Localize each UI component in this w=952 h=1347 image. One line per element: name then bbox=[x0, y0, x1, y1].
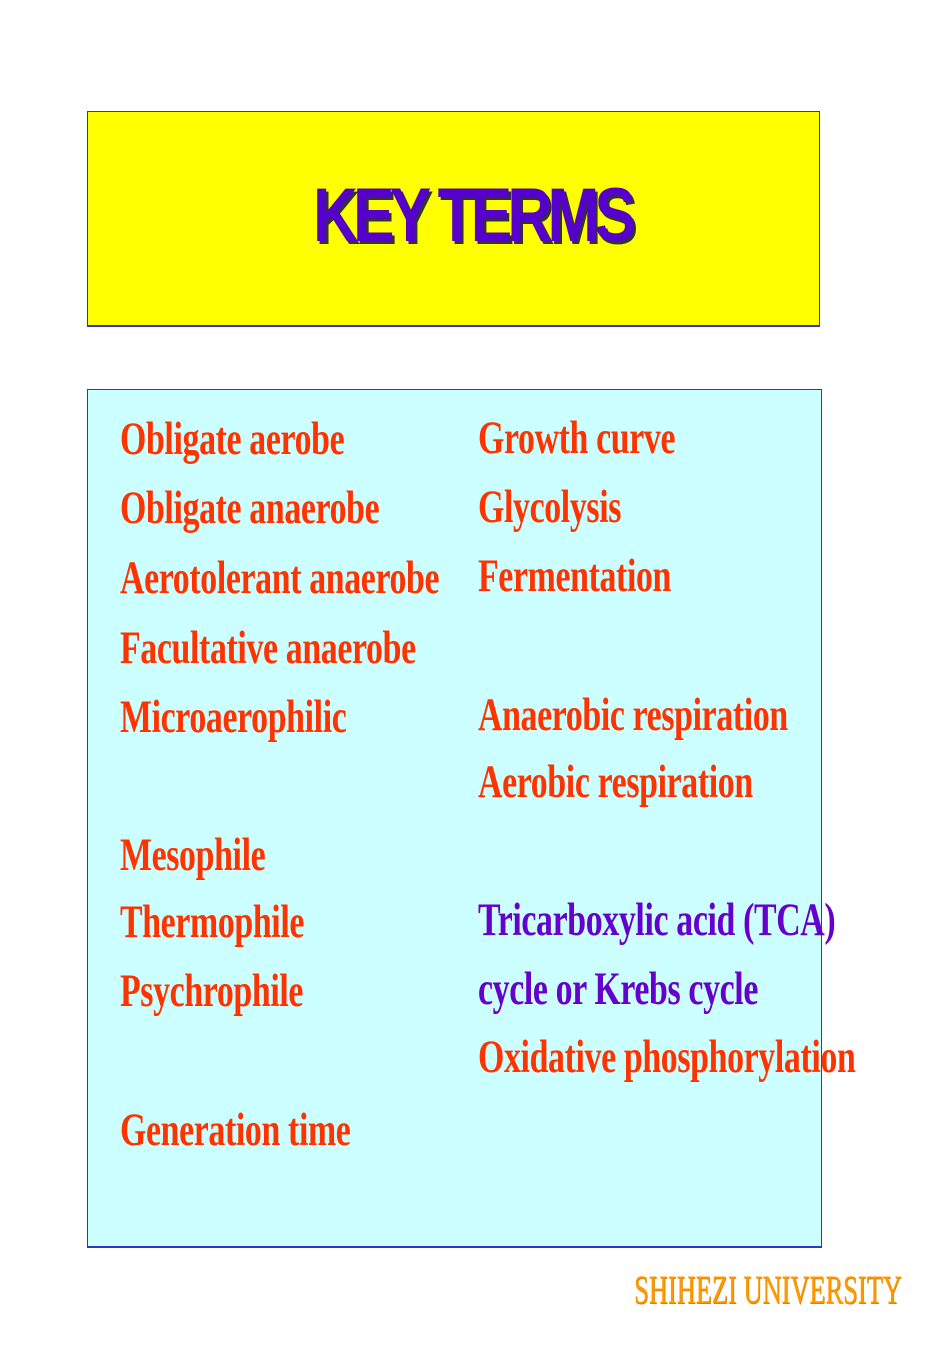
term-facultative-anaerobe: Facultative anaerobe bbox=[120, 622, 416, 674]
term-anaerobic-respiration: Anaerobic respiration bbox=[478, 689, 788, 741]
term-aerotolerant-anaerobe: Aerotolerant anaerobe bbox=[120, 552, 440, 604]
term-microaerophilic: Microaerophilic bbox=[120, 691, 347, 743]
term-aerobic-respiration: Aerobic respiration bbox=[478, 756, 753, 808]
term-psychrophile: Psychrophile bbox=[120, 965, 304, 1017]
footer-university: SHIHEZI UNIVERSITY bbox=[634, 1267, 902, 1312]
term-tca-cycle-line1: Tricarboxylic acid (TCA) bbox=[478, 894, 836, 946]
term-thermophile: Thermophile bbox=[120, 896, 305, 948]
term-fermentation: Fermentation bbox=[478, 550, 672, 602]
term-oxidative-phosphorylation: Oxidative phosphorylation bbox=[478, 1031, 856, 1083]
term-tca-cycle-line2: cycle or Krebs cycle bbox=[478, 963, 759, 1015]
page-title: KEY TERMS bbox=[312, 173, 632, 258]
term-glycolysis: Glycolysis bbox=[478, 481, 622, 533]
term-obligate-anaerobe: Obligate anaerobe bbox=[120, 482, 380, 534]
term-obligate-aerobe: Obligate aerobe bbox=[120, 413, 345, 465]
term-mesophile: Mesophile bbox=[120, 829, 266, 881]
term-generation-time: Generation time bbox=[120, 1104, 351, 1156]
term-growth-curve: Growth curve bbox=[478, 412, 676, 464]
